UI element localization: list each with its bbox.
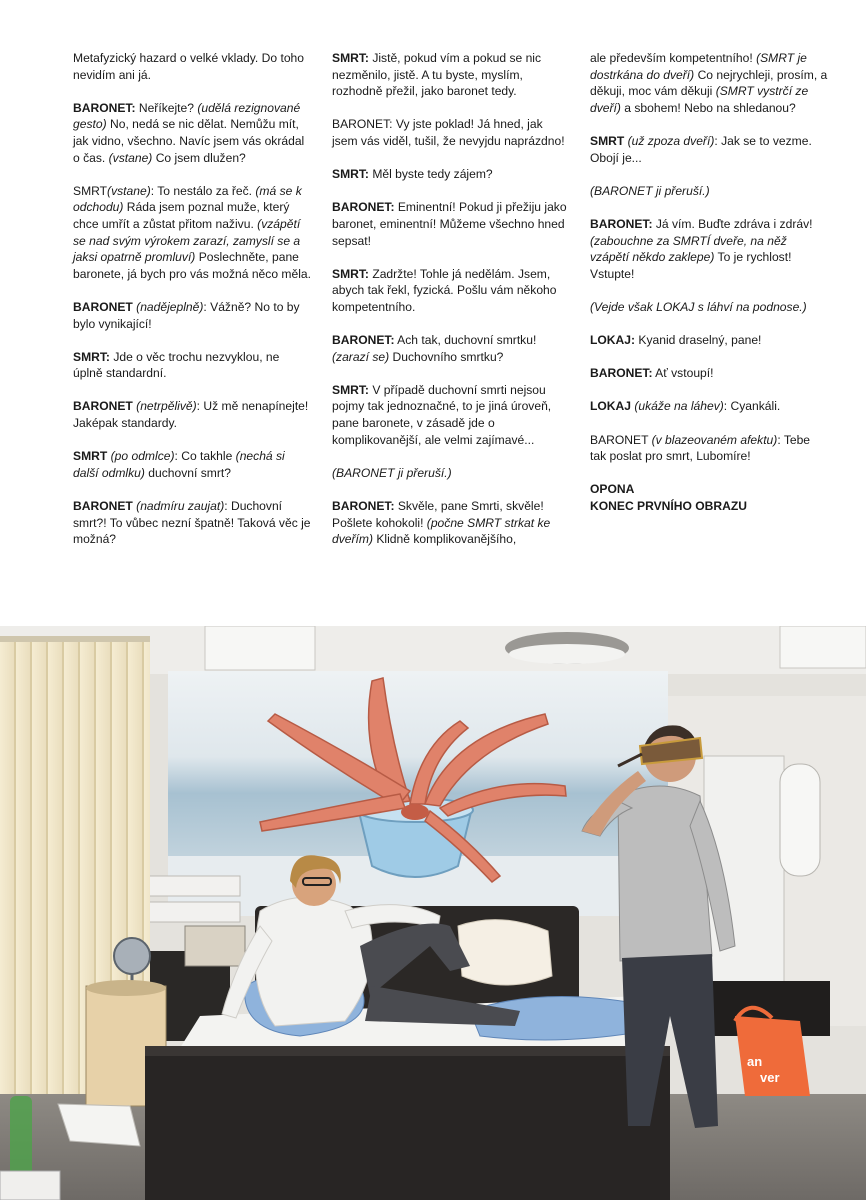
paragraph: [332, 382, 570, 448]
dialogue-text: V případě duchovní smrti nejsou pojmy tak jednoznačné, to je jiná úroveň, pane baronete, v zásadě jde o komplikovanější, ale velmi zajímavé...: [332, 382, 552, 447]
dialogue-text: Duchovního smrtku?: [389, 349, 504, 364]
stage-direction: (nechá si další odmlku): [73, 449, 285, 480]
speaker-label: BARONET: [73, 299, 133, 314]
speaker-label: BARONET: [73, 399, 133, 414]
paragraph: [73, 100, 311, 166]
stage-direction: (zabouchne za SMRTÍ dveře, na něž vzápětí někdo zaklepe): [590, 233, 787, 265]
dialogue-text: Jistě, pokud vím a pokud se nic nezměnilo, jistě. A tu byste, myslím, rozhodně přežil, jako baronet tedy.: [332, 51, 542, 99]
dialogue-text: Poslechněte, pane baronete, já bych pro vás možná něco měla.: [73, 250, 311, 281]
stage-direction: (ukáže na láhev): [634, 399, 724, 414]
paragraph: [590, 398, 828, 415]
paragraph: [590, 183, 828, 200]
dialogue-text: Metafyzický hazard o velké vklady. Do toho nevidím ani já.: [73, 51, 305, 82]
paragraph: [590, 365, 828, 382]
paragraph: [332, 199, 570, 249]
dialogue-text: : To nestálo za řeč.: [150, 183, 256, 198]
speaker-label: BARONET:: [332, 333, 395, 348]
speaker-label: BARONET:: [332, 200, 395, 215]
stage-direction: (SMRT vystrčí ze dveří): [590, 84, 809, 115]
dialogue-text: Jde o věc trochu nezvyklou, ne úplně standardní.: [73, 349, 280, 381]
dialogue-text: ale především kompetentního!: [590, 51, 757, 65]
dialogue-text: Klidně komplikovanějšího,: [373, 532, 517, 547]
dialogue-text: BARONET: Vy jste poklad! Já hned, jak jsem vás viděl, tušil, že nevyjdu naprázdno!: [332, 117, 565, 148]
dialogue-text: : Tebe tak poslat pro smrt, Lubomíre!: [590, 432, 811, 464]
dialogue-text: : Vážně? No to by bylo vynikající!: [73, 299, 300, 331]
speaker-label: LOKAJ:: [590, 333, 636, 348]
speaker-label: BARONET:: [332, 499, 395, 514]
speaker-label: BARONET: [73, 499, 133, 514]
speaker-label: LOKAJ: [590, 399, 631, 414]
stage-direction: (SMRT je dostrkána do dveří): [590, 51, 807, 82]
dialogue-text: : Co takhle: [174, 449, 236, 464]
dialogue-text: Neříkejte?: [135, 100, 198, 115]
wall-painting: [168, 671, 668, 916]
stage-direction: (BARONET ji přeruší.): [590, 183, 710, 198]
speaker-label: BARONET:: [73, 100, 136, 115]
paragraph: [332, 116, 570, 149]
paragraph: [590, 216, 828, 282]
paragraph: [332, 332, 570, 365]
paragraph: [332, 266, 570, 316]
bed-footboard: [145, 1046, 670, 1200]
dialogue-text: Co jsem dlužen?: [152, 150, 246, 165]
dialogue-text: SMRT: [73, 183, 108, 198]
bag-print-1: an: [747, 1054, 763, 1069]
paragraph: [590, 299, 828, 316]
stage-direction: (zarazí se): [332, 349, 390, 364]
paragraph: [73, 349, 311, 382]
paragraph: [73, 299, 311, 332]
paragraph: [590, 481, 828, 514]
paragraph: [332, 498, 570, 548]
speaker-label: SMRT: [590, 133, 625, 148]
scene-photo: [0, 626, 866, 1200]
dialogue-text: Zadržte! Tohle já nedělám. Jsem, abych tak řekl, fyzická. Pošlu vám někoho kompetentního.: [332, 266, 557, 314]
stage-direction: (nadějeplně): [136, 299, 204, 314]
dialogue-text: : Cyankáli.: [723, 399, 781, 414]
stage-direction: (počne SMRT strkat ke dveřím): [332, 515, 551, 547]
stage-direction: (už zpoza dveří): [627, 133, 715, 148]
dialogue-text: a sbohem! Nebo na shledanou?: [620, 100, 796, 115]
stage-direction: (po odmlce): [110, 449, 175, 464]
dialogue-text: Měl byste tedy zájem?: [368, 167, 493, 182]
paragraph: [332, 465, 570, 482]
stage-direction: (v blazeovaném afektu): [651, 432, 778, 447]
speaker-label: SMRT:: [332, 382, 369, 397]
dialogue-text: duchovní smrt?: [144, 465, 231, 480]
stage-direction: (vstane): [108, 150, 153, 165]
speaker-label: BARONET:: [590, 366, 653, 381]
bag-print-2: ver: [760, 1070, 780, 1085]
dialogue-text: Skvěle, pane Smrti, skvěle! Pošlete kohokoli!: [332, 499, 544, 530]
dialogue-text: To je rychlost! Vstupte!: [590, 250, 792, 281]
paragraph: [332, 50, 570, 100]
dialogue-text: BARONET: [590, 432, 652, 447]
speaker-label: OPONA: [590, 482, 635, 497]
photo-illustration: [0, 626, 866, 1200]
speaker-label: KONEC PRVNÍHO OBRAZU: [590, 499, 748, 514]
speaker-label: SMRT:: [332, 266, 369, 281]
speaker-label: SMRT:: [332, 167, 369, 182]
speaker-label: BARONET:: [590, 216, 653, 231]
stage-direction: (vzápětí se nad svým výrokem zarazí, zamyslí se a jaksi opatrně promluví): [73, 216, 301, 265]
stage-direction: (Vejde však LOKAJ s láhví na podnose.): [590, 299, 807, 314]
text-column-2: [332, 50, 570, 564]
orange-bag: [735, 1008, 810, 1096]
paragraph: [590, 332, 828, 349]
stage-direction: (netrpělivě): [136, 399, 197, 414]
text-column-1: [73, 50, 311, 564]
dialogue-text: Ach tak, duchovní smrtku!: [394, 333, 537, 348]
stage-direction: (nadmíru zaujat): [136, 499, 225, 514]
paragraph: [73, 448, 311, 481]
speaker-label: SMRT: [73, 449, 108, 464]
stage-direction: (má se k odchodu): [73, 183, 302, 215]
dialogue-text: : Už mě nenapínejte! Jaképak standardy.: [73, 399, 309, 431]
dialogue-text: : Duchovní smrt?! To vůbec nezní špatně! Taková věc je možná?: [73, 499, 311, 547]
speaker-label: SMRT:: [332, 51, 369, 65]
speaker-label: SMRT:: [73, 349, 110, 364]
dialogue-text: No, nedá se nic dělat. Nemůžu mít, jak vidno, všechno. Navíc jsem vás okrádal o čas.: [73, 117, 305, 165]
paragraph: [73, 50, 311, 83]
paragraph: [73, 398, 311, 431]
dialogue-text: Ať vstoupí!: [652, 366, 714, 381]
stage-direction: (udělá rezignované gesto): [73, 100, 301, 132]
text-column-3: [590, 50, 828, 531]
dialogue-text: Já vím. Buďte zdráva i zdráv!: [652, 216, 813, 231]
paragraph: [73, 498, 311, 548]
dialogue-text: Co nejrychleji, prosím, a děkuji, moc vám děkuji: [590, 67, 828, 99]
dialogue-text: Eminentní! Pokud ji přežiju jako baronet, eminentní! Můžeme všechno hned sepsat!: [332, 200, 567, 248]
dialogue-text: Kyanid draselný, pane!: [635, 333, 762, 348]
stage-direction: (vstane): [107, 183, 151, 198]
stage-direction: (BARONET ji přeruší.): [332, 465, 452, 480]
paragraph: [332, 166, 570, 183]
paragraph: [590, 432, 828, 465]
paragraph: [73, 183, 311, 283]
paragraph: [590, 50, 828, 116]
paragraph: [590, 133, 828, 166]
dialogue-text: : Jak se to vezme. Obojí je...: [590, 133, 812, 165]
dialogue-text: Ráda jsem poznal muže, který chce umřít a zůstat přitom naživu.: [73, 200, 290, 231]
